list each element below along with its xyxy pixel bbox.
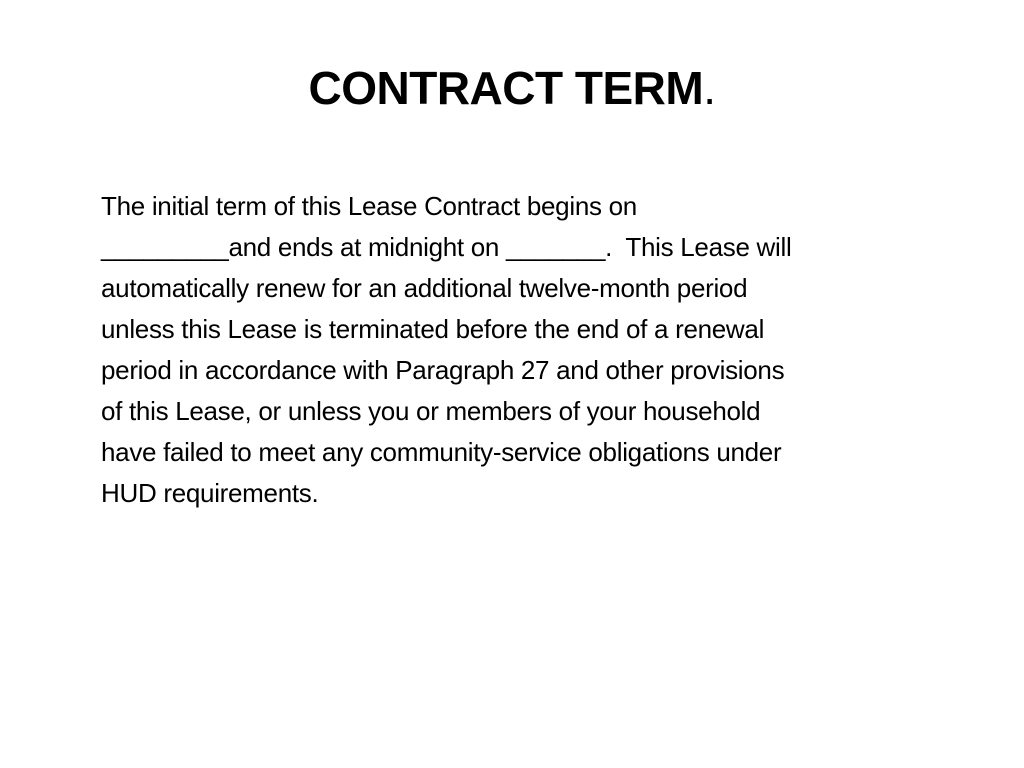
body-line: The initial term of this Lease Contract begins on xyxy=(101,191,637,221)
slide-title-text: CONTRACT TERM xyxy=(308,62,704,114)
slide-title xyxy=(0,62,1024,115)
body-line: of this Lease, or unless you or members of your household xyxy=(101,396,761,426)
slide-body xyxy=(101,186,961,514)
body-line: period in accordance with Paragraph 27 and other provisions xyxy=(101,355,785,385)
body-line: _________and ends at midnight on _______. This Lease will xyxy=(101,232,792,262)
body-line: unless this Lease is terminated before the end of a renewal xyxy=(101,314,765,344)
body-line: HUD requirements. xyxy=(101,478,319,508)
body-line: have failed to meet any community-service obligations under xyxy=(101,437,782,467)
slide-title-period: . xyxy=(703,62,716,114)
body-line: automatically renew for an additional twelve-month period xyxy=(101,273,748,303)
